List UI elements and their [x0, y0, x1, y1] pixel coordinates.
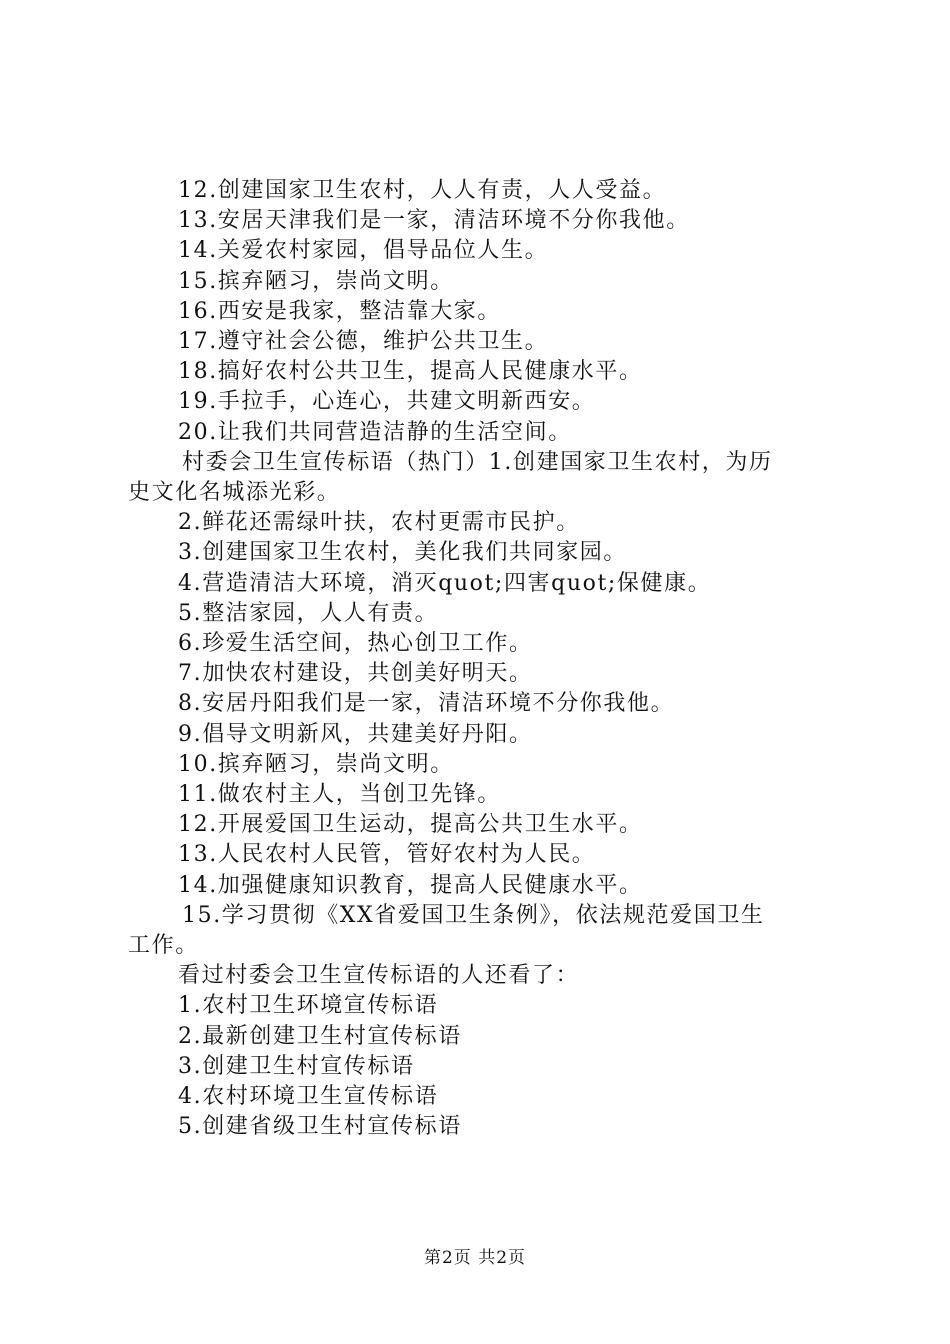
text-line: 村委会卫生宣传标语（热门）1.创建国家卫生农村，为历	[182, 449, 773, 475]
text-line: 5.创建省级卫生村宣传标语	[178, 1114, 462, 1140]
text-line: 7.加快农村建设，共创美好明天。	[178, 661, 533, 687]
text-line: 16.西安是我家，整洁靠大家。	[178, 298, 501, 324]
text-line: 15.摈弃陋习，崇尚文明。	[178, 268, 454, 294]
text-line: 14.关爱农村家园，倡导品位人生。	[178, 238, 549, 264]
text-line: 15.学习贯彻《XX省爱国卫生条例》，依法规范爱国卫生	[182, 902, 765, 928]
text-line: 3.创建卫生村宣传标语	[178, 1053, 415, 1079]
text-line: 12.创建国家卫生农村，人人有责，人人受益。	[178, 178, 667, 203]
text-line: 1.农村卫生环境宣传标语	[178, 993, 439, 1019]
document-body	[128, 176, 838, 1143]
text-line: 13.安居天津我们是一家，清洁环境不分你我他。	[178, 208, 690, 234]
text-line: 看过村委会卫生宣传标语的人还看了：	[178, 963, 580, 989]
text-line: 工作。	[128, 933, 199, 959]
text-line: 6.珍爱生活空间，热心创卫工作。	[178, 631, 533, 657]
text-line: 11.做农村主人，当创卫先锋。	[178, 782, 501, 808]
text-line: 20.让我们共同营造洁静的生活空间。	[178, 419, 572, 445]
text-line: 13.人民农村人民管，管好农村为人民。	[178, 842, 596, 868]
text-line: 5.整洁家园，人人有责。	[178, 600, 439, 626]
text-line: 18.搞好农村公共卫生，提高人民健康水平。	[178, 359, 643, 385]
text-line: 8.安居丹阳我们是一家，清洁环境不分你我他。	[178, 691, 675, 717]
text-line: 3.创建国家卫生农村，美化我们共同家园。	[178, 540, 627, 566]
text-line: 10.摈弃陋习，崇尚文明。	[178, 751, 454, 777]
text-line: 14.加强健康知识教育，提高人民健康水平。	[178, 872, 643, 898]
text-line: 9.倡导文明新风，共建美好丹阳。	[178, 721, 533, 747]
text-line: 4.农村环境卫生宣传标语	[178, 1084, 439, 1110]
text-line: 2.最新创建卫生村宣传标语	[178, 1023, 462, 1049]
text-line: 4.营造清洁大环境，消灭quot;四害quot;保健康。	[178, 570, 712, 596]
text-line: 史文化名城添光彩。	[128, 480, 341, 506]
text-line: 12.开展爱国卫生运动，提高公共卫生水平。	[178, 812, 643, 838]
text-line: 19.手拉手，心连心，共建文明新西安。	[178, 389, 596, 415]
text-line: 17.遵守社会公德，维护公共卫生。	[178, 329, 549, 355]
page-footer: 第2页 共2页	[423, 1248, 527, 1268]
text-line: 2.鲜花还需绿叶扶，农村更需市民护。	[178, 510, 580, 536]
